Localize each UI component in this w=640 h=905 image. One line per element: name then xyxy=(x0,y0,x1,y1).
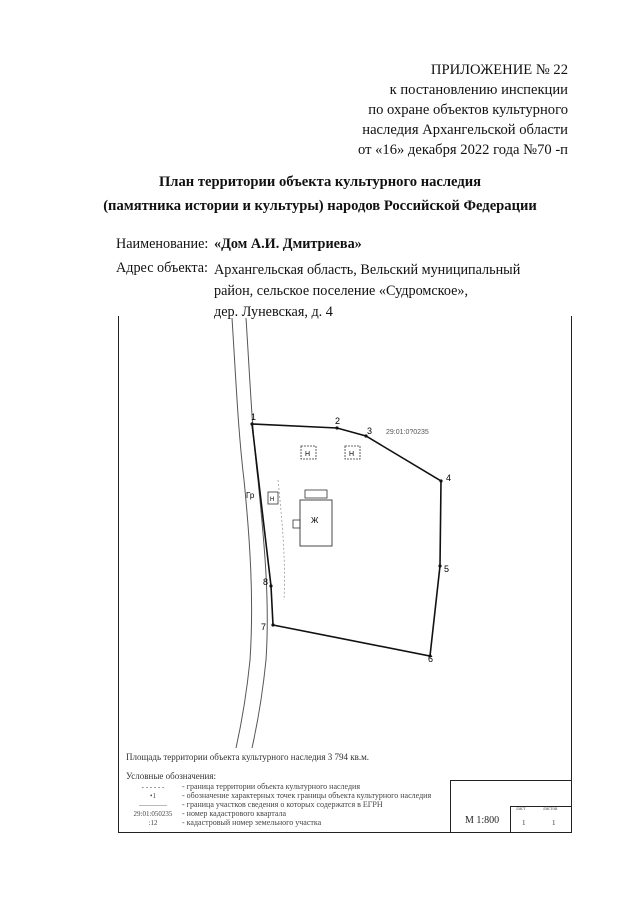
address-line: дер. Луневская, д. 4 xyxy=(214,304,333,320)
building-label-n: Н xyxy=(270,497,275,503)
title-line: План территории объекта культурного наследия xyxy=(158,174,482,190)
house-extension xyxy=(293,520,300,528)
area-statement: Площадь территории объекта культурного наследия 3 794 кв.м. xyxy=(126,752,370,762)
building-label-n: Н xyxy=(305,451,311,458)
legend-text: - обозначение характерных точек границы объекта культурного наследия xyxy=(182,791,432,800)
road-edge-left xyxy=(232,318,252,748)
point-label-1: 1 xyxy=(251,412,257,422)
building-label-n: Н xyxy=(349,451,355,458)
point-label-8: 8 xyxy=(263,577,269,587)
house-porch xyxy=(305,490,327,498)
boundary-point xyxy=(269,584,272,587)
appendix-line: по охране объектов культурного xyxy=(368,102,568,118)
legend-symbol: - - - - - - xyxy=(141,783,165,791)
territory-boundary xyxy=(252,424,441,656)
appendix-line: наследия Архангельской области xyxy=(362,122,568,138)
point-label-6: 6 xyxy=(428,654,434,664)
legend-item xyxy=(126,791,431,800)
point-label-7: 7 xyxy=(261,622,267,632)
boundary-point xyxy=(439,479,442,482)
legend-symbol: 29:01:050235 xyxy=(133,810,173,818)
legend-item xyxy=(126,782,360,791)
boundary-point xyxy=(271,623,274,626)
boundary-point xyxy=(335,426,338,429)
map-scale: М 1:800 xyxy=(465,815,500,826)
boundary-point xyxy=(250,422,253,425)
point-label-4: 4 xyxy=(446,473,452,483)
name-label: Наименование: xyxy=(116,236,209,252)
appendix-number: ПРИЛОЖЕНИЕ № 22 xyxy=(430,62,568,78)
legend-item xyxy=(126,809,286,818)
legend-symbol: ———— xyxy=(139,801,167,809)
legend-text: - граница участков сведения о которых содержатся в ЕГРН xyxy=(182,800,383,809)
point-label-3: 3 xyxy=(367,426,373,436)
parcel-boundary-dashed xyxy=(278,480,285,600)
legend-title: Условные обозначения: xyxy=(126,771,217,781)
legend-item xyxy=(126,818,321,827)
sheet-number: 1 xyxy=(522,819,526,827)
appendix-line: к постановлению инспекции xyxy=(389,82,568,98)
address-label: Адрес объекта: xyxy=(116,260,208,276)
label-gr: Гр xyxy=(246,491,255,500)
legend-item xyxy=(126,800,383,809)
cadastral-quarter-number: 29:01:0?0235 xyxy=(386,429,429,436)
sheets-label: листов xyxy=(543,807,558,812)
legend-text: - кадастровый номер земельного участка xyxy=(182,818,322,827)
point-label-5: 5 xyxy=(444,564,450,574)
boundary-points xyxy=(250,422,442,657)
address-line: район, сельское поселение «Судромское», xyxy=(214,283,469,299)
building-label-zh: Ж xyxy=(311,516,319,525)
title-line: (памятника истории и культуры) народов Российской Федерации xyxy=(103,198,537,214)
legend-symbol: :12 xyxy=(148,819,158,827)
point-label-2: 2 xyxy=(335,416,341,426)
appendix-date-line: от «16» декабря 2022 года №70 -п xyxy=(357,142,568,158)
address-line: Архангельская область, Вельский муниципальный xyxy=(214,262,521,278)
legend-symbol: •1 xyxy=(150,792,156,800)
legend-text: - граница территории объекта культурного наследия xyxy=(182,782,361,791)
legend-text: - номер кадастрового квартала xyxy=(182,809,287,818)
object-name: «Дом А.И. Дмитриева» xyxy=(214,236,362,252)
sheet-label: лист xyxy=(516,807,526,812)
boundary-point xyxy=(438,564,441,567)
sheets-total: 1 xyxy=(552,819,556,827)
